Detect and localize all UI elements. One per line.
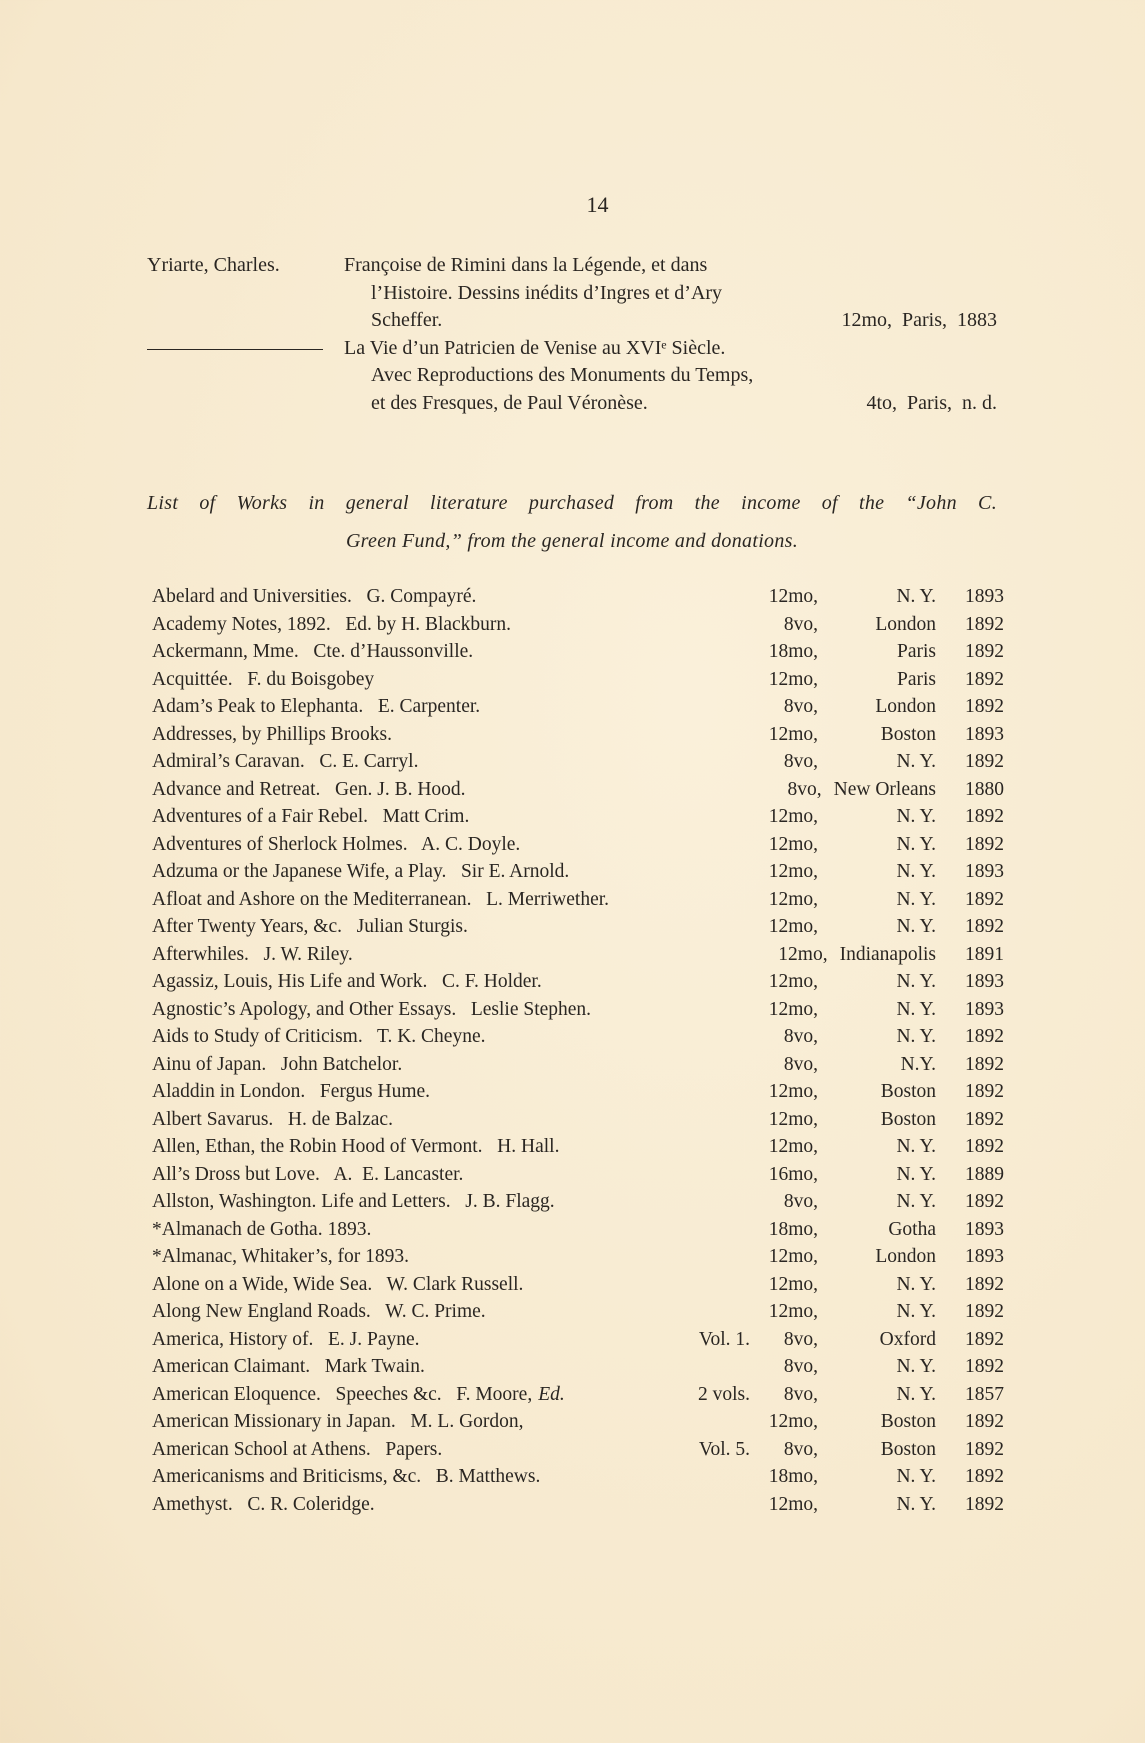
entry-place: N. Y.: [896, 1356, 936, 1377]
entry-title: *Almanac, Whitaker’s, for 1893.: [152, 1246, 410, 1267]
entry-place: N. Y.: [896, 1136, 936, 1157]
entry-title: Alone on a Wide, Wide Sea. W. Clark Russell.: [152, 1273, 524, 1295]
list-item: [152, 666, 1004, 694]
entry-year: 1892: [965, 1053, 1004, 1075]
list-item: [152, 1023, 1004, 1051]
entry-place: N. Y.: [896, 1383, 936, 1405]
entry-title: Advance and Retreat. Gen. J. B. Hood.: [152, 778, 466, 800]
list-item: [152, 1408, 1004, 1436]
list-item: [152, 748, 1004, 776]
entry-imprint: [762, 1051, 1004, 1079]
entry-title: American Missionary in Japan. M. L. Gordon,: [152, 1411, 524, 1432]
entry-title: Admiral’s Caravan. C. E. Carryl.: [152, 751, 419, 772]
entry-year: 1892: [965, 668, 1004, 690]
entry-place: London: [875, 1246, 936, 1267]
list-item: [152, 1051, 1004, 1079]
list-item: [152, 941, 1004, 969]
entry-title: Abelard and Universities. G. Compayré.: [152, 586, 477, 607]
list-item: [152, 1381, 1004, 1409]
entry-place: Paris: [897, 641, 936, 662]
entry-imprint: [762, 913, 1004, 941]
entry-imprint: [762, 858, 1004, 886]
entry-title: Acquittée. F. du Boisgobey: [152, 668, 375, 690]
entry-format: 12mo,: [768, 723, 818, 745]
work-title-line: Avec Reproductions des Monuments du Temps,: [371, 364, 754, 386]
list-item: [152, 996, 1004, 1024]
list-item: [152, 611, 1004, 639]
entry-format: 12mo,: [768, 1136, 818, 1157]
entry-format: 18mo,: [768, 1218, 818, 1240]
entry-imprint: [762, 666, 1004, 694]
entry-year: 1892: [965, 1026, 1004, 1047]
work-imprint: 12mo, Paris, 1883: [841, 309, 997, 331]
entry-format: 12mo,: [768, 998, 818, 1020]
entry-place: N. Y.: [896, 586, 936, 607]
entry-place: New Orleans: [833, 778, 936, 800]
entry-format: 12mo,: [768, 1081, 818, 1102]
entry-format: 12mo,: [768, 1411, 818, 1432]
book-list: [152, 583, 1004, 1518]
entry-year: 1892: [965, 696, 1004, 717]
entry-format: 12mo,: [778, 943, 828, 965]
entry-place: N. Y.: [896, 1493, 936, 1515]
entry-place: N. Y.: [896, 1026, 936, 1047]
list-item: [152, 858, 1004, 886]
entry-format: 8vo,: [783, 751, 818, 772]
entry-imprint: [766, 776, 1004, 804]
entry-imprint: [762, 968, 1004, 996]
entry-place: Boston: [880, 1108, 936, 1130]
entry-format: 8vo,: [783, 1356, 818, 1377]
entry-title: Allston, Washington. Life and Letters. J. B. Flagg.: [152, 1191, 555, 1212]
entry-place: Indianapolis: [839, 943, 936, 965]
entry-title: Aids to Study of Criticism. T. K. Cheyne.: [152, 1026, 486, 1047]
work-title-line: Françoise de Rimini dans la Légende, et dans: [344, 254, 708, 276]
entry-place: N. Y.: [896, 1163, 936, 1185]
list-item: [152, 1188, 1004, 1216]
entry-imprint: [762, 1161, 1004, 1189]
entry-title: Along New England Roads. W. C. Prime.: [152, 1301, 486, 1322]
entry-imprint: [762, 831, 1004, 859]
list-item: [152, 1133, 1004, 1161]
entry-format: 12mo,: [768, 806, 818, 827]
entry-year: 1889: [965, 1163, 1004, 1185]
entry-imprint: [762, 1023, 1004, 1051]
entry-format: 8vo,: [783, 1026, 818, 1047]
entry-year: 1893: [965, 971, 1004, 992]
caption-line: Green Fund,” from the general income and donations.: [345, 530, 799, 552]
entry-format: 12mo,: [768, 888, 818, 910]
entry-year: 1892: [965, 1466, 1004, 1487]
entry-year: 1892: [965, 1493, 1004, 1515]
entry-title: Adventures of Sherlock Holmes. A. C. Doyle.: [152, 833, 521, 855]
entry-format: 16mo,: [768, 1163, 818, 1185]
entry-format: 8vo,: [783, 1383, 818, 1405]
entry-place: N.Y.: [900, 1053, 936, 1075]
entry-place: Paris: [897, 668, 936, 690]
list-item: [152, 886, 1004, 914]
entry-format: 8vo,: [783, 1438, 818, 1460]
entry-volume: Vol. 5.: [698, 1438, 750, 1460]
list-item: [152, 1216, 1004, 1244]
entry-year: 1892: [965, 1081, 1004, 1102]
entry-title: Adventures of a Fair Rebel. Matt Crim.: [152, 806, 470, 827]
entry-format: 8vo,: [783, 1191, 818, 1212]
entry-year: 1892: [965, 641, 1004, 662]
list-item: [152, 913, 1004, 941]
entry-year: 1892: [965, 1301, 1004, 1322]
entry-format: 18mo,: [768, 1466, 818, 1487]
entry-imprint: [772, 941, 1004, 969]
entry-format: 12mo,: [768, 1246, 818, 1267]
entry-year: 1893: [965, 723, 1004, 745]
list-item: [152, 1491, 1004, 1519]
entry-title: Adzuma or the Japanese Wife, a Play. Sir E. Arnold.: [152, 861, 570, 882]
entry-place: N. Y.: [896, 861, 936, 882]
entry-format: 18mo,: [768, 641, 818, 662]
entry-place: N. Y.: [896, 833, 936, 855]
entry-year: 1892: [965, 1136, 1004, 1157]
list-item: [152, 1271, 1004, 1299]
list-item: [152, 1436, 1004, 1464]
entry-year: 1892: [965, 1108, 1004, 1130]
entry-imprint: [699, 1326, 1004, 1354]
entry-imprint: [762, 1243, 1004, 1271]
entry-title: Allen, Ethan, the Robin Hood of Vermont. H. Hall.: [152, 1136, 560, 1157]
entry-year: 1893: [965, 1246, 1004, 1267]
entry-imprint: [762, 611, 1004, 639]
work-title-line: Scheffer.: [371, 309, 443, 331]
entry-title: All’s Dross but Love. A. E. Lancaster.: [152, 1163, 464, 1185]
entry-place: Boston: [880, 723, 936, 745]
list-item: [152, 803, 1004, 831]
entry-title: Academy Notes, 1892. Ed. by H. Blackburn.: [152, 613, 512, 635]
entry-place: N. Y.: [896, 971, 936, 992]
entry-format: 12mo,: [768, 833, 818, 855]
entry-year: 1892: [965, 1191, 1004, 1212]
entry-place: N. Y.: [896, 888, 936, 910]
work-title-line: et des Fresques, de Paul Véronèse.: [371, 391, 648, 414]
entry-place: Boston: [880, 1438, 936, 1460]
list-item: [152, 638, 1004, 666]
entry-title: Adam’s Peak to Elephanta. E. Carpenter.: [152, 696, 481, 717]
entry-year: 1892: [965, 833, 1004, 855]
entry-year: 1892: [965, 1411, 1004, 1432]
entry-place: Gotha: [888, 1218, 936, 1240]
list-item: [152, 1353, 1004, 1381]
entry-imprint: [698, 1381, 1004, 1409]
entry-place: N. Y.: [896, 1273, 936, 1295]
entry-place: London: [875, 696, 936, 717]
list-item: [152, 1161, 1004, 1189]
entry-volume: 2 vols.: [697, 1383, 750, 1405]
entry-imprint: [762, 721, 1004, 749]
entry-title: *Almanach de Gotha. 1893.: [152, 1218, 372, 1240]
entry-title: Ackermann, Mme. Cte. d’Haussonville.: [152, 641, 474, 662]
list-item: [152, 1106, 1004, 1134]
entry-format: 8vo,: [783, 696, 818, 717]
list-item: [152, 831, 1004, 859]
entry-place: N. Y.: [896, 916, 936, 937]
list-item: [152, 1243, 1004, 1271]
entry-year: 1893: [965, 861, 1004, 882]
entry-year: 1892: [965, 806, 1004, 827]
entry-format: 8vo,: [787, 778, 822, 800]
work-imprint: 4to, Paris, n. d.: [866, 391, 997, 414]
entry-title: American Claimant. Mark Twain.: [152, 1356, 425, 1377]
entry-title: Aladdin in London. Fergus Hume.: [152, 1081, 431, 1102]
entry-title: Ainu of Japan. John Batchelor.: [152, 1053, 403, 1075]
entry-year: 1892: [965, 1328, 1004, 1350]
entry-title: American Eloquence. Speeches &c. F. Moore,: [152, 1383, 533, 1405]
entry-title: Agassiz, Louis, His Life and Work. C. F. Holder.: [152, 971, 542, 992]
entry-imprint: [762, 996, 1004, 1024]
entry-place: N. Y.: [896, 1191, 936, 1212]
entry-title: America, History of. E. J. Payne.: [152, 1328, 420, 1350]
entry-imprint: [762, 886, 1004, 914]
entry-format: 8vo,: [783, 1053, 818, 1075]
yriarte-row: [147, 390, 997, 418]
entry-imprint: [762, 803, 1004, 831]
list-item: [152, 1463, 1004, 1491]
entry-format: 8vo,: [783, 1328, 818, 1350]
yriarte-row: [147, 335, 997, 363]
entry-imprint: [762, 583, 1004, 611]
entry-imprint: [762, 638, 1004, 666]
entry-place: N. Y.: [896, 806, 936, 827]
editor-mark: Ed.: [538, 1383, 565, 1405]
entry-place: N. Y.: [896, 751, 936, 772]
entry-format: 8vo,: [783, 613, 818, 635]
entry-place: Boston: [880, 1411, 936, 1432]
entry-imprint: [699, 1436, 1004, 1464]
entry-place: London: [875, 613, 936, 635]
page-number: 14: [586, 192, 609, 217]
entry-imprint: [762, 1353, 1004, 1381]
list-item: [152, 1298, 1004, 1326]
entry-year: 1892: [965, 613, 1004, 635]
section-caption: [147, 484, 997, 560]
list-item: [152, 583, 1004, 611]
entry-format: 12mo,: [768, 1108, 818, 1130]
entry-year: 1892: [965, 1273, 1004, 1295]
entry-place: Oxford: [879, 1328, 936, 1350]
entry-imprint: [762, 1463, 1004, 1491]
yriarte-entries: [147, 252, 997, 417]
entry-format: 12mo,: [768, 1273, 818, 1295]
entry-year: 1892: [965, 916, 1004, 937]
list-item: [152, 721, 1004, 749]
ditto-dash: [147, 349, 323, 350]
list-item: [152, 693, 1004, 721]
entry-place: N. Y.: [896, 1466, 936, 1487]
entry-year: 1892: [965, 1438, 1004, 1460]
entry-imprint: [762, 1078, 1004, 1106]
entry-title: Afterwhiles. J. W. Riley.: [152, 943, 353, 965]
entry-year: 1880: [965, 778, 1004, 800]
yriarte-row: [147, 280, 997, 308]
entry-imprint: [762, 693, 1004, 721]
entry-imprint: [762, 1133, 1004, 1161]
entry-imprint: [762, 1106, 1004, 1134]
entry-imprint: [762, 1408, 1004, 1436]
entry-place: Boston: [880, 1081, 936, 1102]
entry-year: 1857: [965, 1383, 1004, 1405]
entry-title: Addresses, by Phillips Brooks.: [152, 723, 392, 745]
entry-format: 12mo,: [768, 861, 818, 882]
entry-format: 12mo,: [768, 916, 818, 937]
list-item: [152, 1326, 1004, 1354]
entry-title: Afloat and Ashore on the Mediterranean. L. Merriwether.: [152, 888, 610, 910]
entry-title: After Twenty Years, &c. Julian Sturgis.: [152, 916, 468, 937]
entry-year: 1892: [965, 751, 1004, 772]
entry-title: Amethyst. C. R. Coleridge.: [152, 1493, 375, 1515]
entry-format: 12mo,: [768, 971, 818, 992]
entry-year: 1892: [965, 1356, 1004, 1377]
entry-year: 1893: [965, 1218, 1004, 1240]
entry-format: 12mo,: [768, 1493, 818, 1515]
yriarte-row: [147, 307, 997, 335]
entry-title: Americanisms and Briticisms, &c. B. Matthews.: [152, 1466, 541, 1487]
entry-year: 1892: [965, 888, 1004, 910]
entry-format: 12mo,: [768, 586, 818, 607]
entry-imprint: [762, 748, 1004, 776]
list-item: [152, 776, 1004, 804]
yriarte-row: [147, 252, 997, 280]
entry-imprint: [762, 1298, 1004, 1326]
entry-imprint: [762, 1188, 1004, 1216]
entry-volume: Vol. 1.: [698, 1328, 750, 1350]
entry-imprint: [762, 1216, 1004, 1244]
entry-imprint: [762, 1271, 1004, 1299]
entry-year: 1891: [965, 943, 1004, 965]
entry-format: 12mo,: [768, 1301, 818, 1322]
entry-place: N. Y.: [896, 1301, 936, 1322]
author-name: Yriarte, Charles.: [147, 254, 280, 276]
entry-place: N. Y.: [896, 998, 936, 1020]
yriarte-row: [147, 362, 997, 390]
caption-line: List of Works in general literature purchased from the income of the “John C.: [147, 492, 997, 514]
work-title-line: l’Histoire. Dessins inédits d’Ingres et d’Ary: [371, 281, 723, 304]
list-item: [152, 1078, 1004, 1106]
entry-format: 12mo,: [768, 668, 818, 690]
entry-title: Agnostic’s Apology, and Other Essays. Leslie Stephen.: [152, 998, 592, 1020]
entry-title: American School at Athens. Papers.: [152, 1438, 443, 1460]
entry-year: 1893: [965, 586, 1004, 607]
work-title-line: La Vie d’un Patricien de Venise au XVIᵉ Siècle.: [344, 336, 726, 359]
entry-year: 1893: [965, 998, 1004, 1020]
entry-title: Albert Savarus. H. de Balzac.: [152, 1108, 393, 1130]
entry-imprint: [762, 1491, 1004, 1519]
list-item: [152, 968, 1004, 996]
